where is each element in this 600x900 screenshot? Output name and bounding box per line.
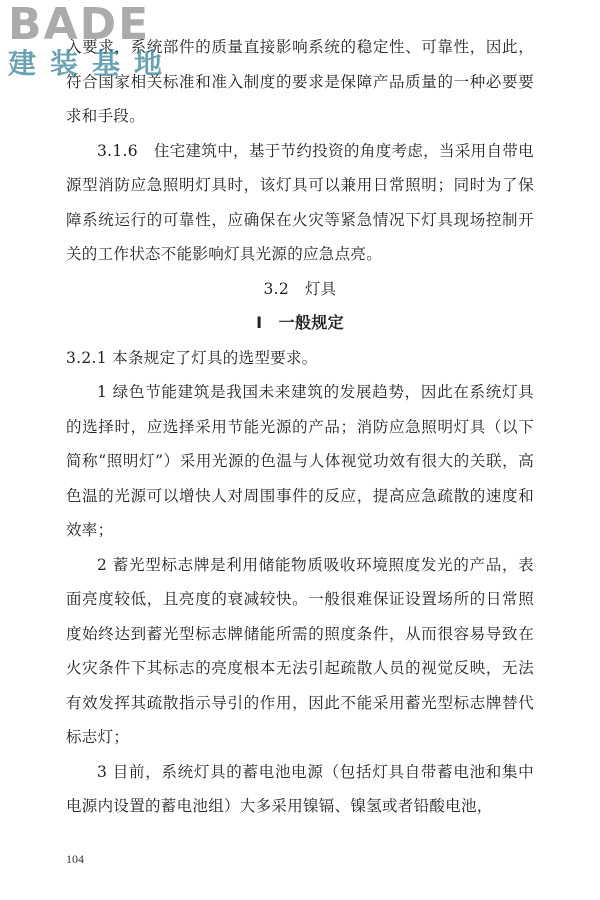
clause-3-1-6: 3.1.6 住宅建筑中，基于节约投资的角度考虑，当采用自带电源型消防应急照明灯具时，该灯具可以兼用日常照明；同时为了保障系统运行的可靠性，应确保在火灾等紧急情况下灯具现场控制开关的工作状态不能影响灯具光源的应急点亮。 [66, 141, 534, 263]
page-number: 104 [66, 852, 84, 866]
watermark-cjk-text: 建装基地 [8, 47, 177, 80]
watermark-latin-text: BADE [8, 0, 151, 50]
item-2-paragraph: 2 蓄光型标志牌是利用储能物质吸收环境照度发光的产品，表面亮度较低，且亮度的衰减较快。一般很难保证设置场所的日常照度始终达到蓄光型标志牌储能所需的照度条件，从而很容易导致在火灾条件下其标志的亮度根本无法引起疏散人员的视觉反映，无法有效发挥其疏散指示导引的作用，因此不能采用蓄光型标志牌替代标志灯； [66, 555, 534, 746]
item-3-paragraph: 3 目前，系统灯具的蓄电池电源（包括灯具自带蓄电池和集中电源内设置的蓄电池组）大多采用镍镉、镍氢或者铅酸电池， [66, 762, 534, 815]
subsection-title: Ⅰ 一般规定 [256, 313, 344, 332]
section-title: 3.2 灯具 [263, 279, 337, 298]
bade-watermark-logo [8, 2, 176, 80]
clause-3-2-1: 3.2.1 本条规定了灯具的选型要求。 [66, 348, 318, 367]
document-body [66, 30, 534, 824]
item-1-paragraph: 1 绿色节能建筑是我国未来建筑的发展趋势，因此在系统灯具的选择时，应选择采用节能光源的产品；消防应急照明灯具（以下简称“照明灯”）采用光源的色温与人体视觉功效有很大的关联，高色温的光源可以增快人对周围事件的反应，提高应急疏散的速度和效率； [66, 383, 534, 539]
paragraph-continuation: 入要求，系统部件的质量直接影响系统的稳定性、可靠性，因此，符合国家相关标准和准入制度的要求是保障产品质量的一种必要要求和手段。 [66, 38, 534, 125]
